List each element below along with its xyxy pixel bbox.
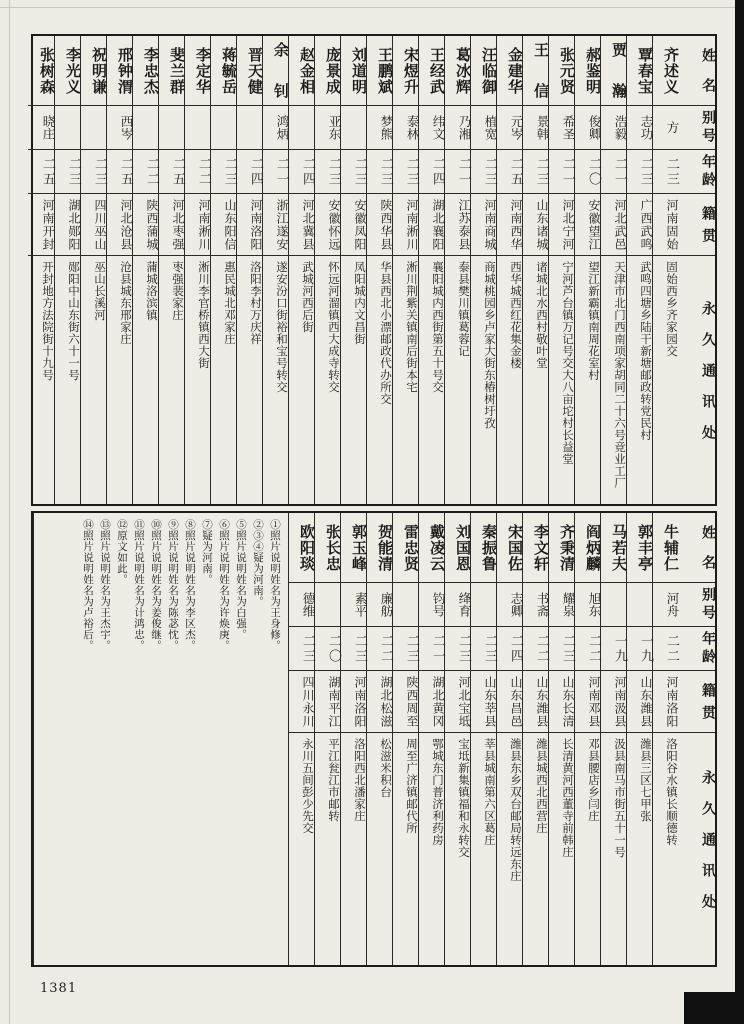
person-column <box>626 513 652 965</box>
footnote-line: ⑨照片说明姓名为陈苾忱。 <box>167 519 179 651</box>
person-name: 秦振鲁 <box>471 513 496 583</box>
person-column <box>626 36 652 504</box>
person-origin: 安徽怀远 <box>315 194 340 256</box>
person-origin: 河南开封 <box>28 194 54 256</box>
person-name: 葛冰辉 <box>445 36 470 106</box>
person-origin: 河南固始 <box>653 194 678 256</box>
person-origin: 陕西蒲城 <box>133 194 158 256</box>
person-age: 二三 <box>445 627 470 671</box>
person-origin: 河北沧县 <box>107 194 132 256</box>
person-origin: 湖北黄冈 <box>419 671 444 733</box>
person-age: 二四 <box>237 150 262 194</box>
person-name: 李光义 <box>55 36 80 106</box>
person-address: 洛阳谷水镇长顺德转 <box>665 738 679 846</box>
person-name: 戴凌云 <box>419 513 444 583</box>
person-address: 遂安汾口街裕和宝号转交 <box>275 261 289 393</box>
person-address: 怀远河溜镇西大成寺转交 <box>327 261 341 393</box>
person-alias <box>289 106 314 150</box>
person-column <box>548 36 574 504</box>
person-age: 二三 <box>393 627 418 671</box>
person-age: 二二 <box>575 627 600 671</box>
person-column <box>210 36 236 504</box>
header-address: 永久通讯处 <box>700 301 716 456</box>
person-address: 永川五间彭少先交 <box>301 738 315 834</box>
person-address: 沧县城东邢家庄 <box>119 261 133 345</box>
person-name: 余钊 <box>263 36 288 106</box>
person-column <box>600 513 626 965</box>
footnote-line: ⑤照片说明姓名为白强。 <box>235 519 247 640</box>
person-column <box>574 513 600 965</box>
person-alias <box>237 106 262 150</box>
person-column <box>314 36 340 504</box>
person-origin: 河北冀县 <box>289 194 314 256</box>
person-address: 天津市北门西南项家胡同二十六号竞业工厂 <box>613 261 627 489</box>
person-column <box>418 513 444 965</box>
page-edge-left <box>9 0 10 1024</box>
person-alias: 廉舫 <box>367 583 392 627</box>
person-name: 郝鉴明 <box>575 36 600 106</box>
person-alias <box>315 583 340 627</box>
person-address: 固始西乡齐家园交 <box>665 261 679 357</box>
header-origin: 籍贯 <box>678 194 715 256</box>
person-address: 开封地方法院街十九号 <box>41 261 55 381</box>
person-age: 一九 <box>601 627 626 671</box>
header-age: 年龄 <box>678 627 715 671</box>
person-name: 郭玉峰 <box>341 513 366 583</box>
person-age: 二三 <box>341 627 366 671</box>
person-column <box>600 36 626 504</box>
person-column <box>340 36 366 504</box>
person-address: 周至广济镇邮代所 <box>405 738 419 834</box>
footnote-line: ⑪照片说明姓名为计鸿忠。 <box>133 519 145 651</box>
person-column <box>496 36 522 504</box>
person-column <box>496 513 522 965</box>
person-column <box>236 36 262 504</box>
person-age: 二四 <box>289 150 314 194</box>
person-column <box>392 36 418 504</box>
person-origin: 湖北郧阳 <box>55 194 80 256</box>
page-number: 1381 <box>40 981 78 996</box>
person-alias: 德维 <box>289 583 314 627</box>
person-address: 郧阳中山东街六十一号 <box>67 261 81 381</box>
person-age: 二三 <box>55 150 80 194</box>
person-alias: 河舟 <box>653 583 678 627</box>
header-alias: 别号 <box>678 106 715 150</box>
person-column <box>262 36 288 504</box>
person-origin: 河南洛阳 <box>653 671 678 733</box>
person-column <box>522 513 548 965</box>
person-column <box>314 513 340 965</box>
person-age: 二三 <box>211 150 236 194</box>
person-name: 李定华 <box>185 36 210 106</box>
person-age: 二一 <box>419 627 444 671</box>
person-column <box>54 36 80 504</box>
person-alias <box>471 583 496 627</box>
person-column <box>28 36 54 504</box>
header-origin: 籍贯 <box>678 671 715 733</box>
person-address: 诸城北水西村敬叶堂 <box>535 261 549 369</box>
person-age: 二三 <box>523 150 548 194</box>
person-name: 郭丰亭 <box>627 513 652 583</box>
person-origin: 河北宁河 <box>549 194 574 256</box>
person-origin: 山东诸城 <box>523 194 548 256</box>
person-origin: 河北宝坻 <box>445 671 470 733</box>
person-origin: 山东昌邑 <box>497 671 522 733</box>
person-age: 二二 <box>133 150 158 194</box>
person-age: 二五 <box>159 150 184 194</box>
person-name: 张树森 <box>28 36 54 106</box>
person-column <box>184 36 210 504</box>
scan-edge-right-strip <box>735 0 744 1024</box>
person-alias: 西岑 <box>107 106 132 150</box>
person-name: 庞景成 <box>315 36 340 106</box>
person-origin: 山东潍县 <box>627 671 652 733</box>
person-alias <box>133 106 158 150</box>
person-name: 祝明谦 <box>81 36 106 106</box>
person-age: 二一 <box>549 150 574 194</box>
person-column <box>366 36 392 504</box>
person-origin: 河南淅川 <box>393 194 418 256</box>
person-origin: 四川巫山 <box>81 194 106 256</box>
person-alias <box>81 106 106 150</box>
person-alias <box>211 106 236 150</box>
footnote-line: ⑦疑为河南。 <box>201 519 213 585</box>
scan-corner-blob <box>684 992 744 1024</box>
person-alias: 景韩 <box>523 106 548 150</box>
person-origin: 河南洛阳 <box>237 194 262 256</box>
person-address: 潍县三区七甲张 <box>639 738 653 822</box>
person-name: 李文轩 <box>523 513 548 583</box>
person-address: 洛阳李村万庆祥 <box>249 261 263 345</box>
person-address: 泰县樊川镇葛蓉记 <box>457 261 471 357</box>
person-origin: 浙江遂安 <box>263 194 288 256</box>
header-alias: 别号 <box>678 583 715 627</box>
person-age: 二五 <box>28 150 54 194</box>
person-age: 二三 <box>367 150 392 194</box>
person-name: 赵金相 <box>289 36 314 106</box>
person-name: 王鹏斌 <box>367 36 392 106</box>
person-name: 马若夫 <box>601 513 626 583</box>
person-name: 李忠杰 <box>133 36 158 106</box>
person-name: 蒋毓岳 <box>211 36 236 106</box>
person-column <box>366 513 392 965</box>
person-origin: 河南洛阳 <box>341 671 366 733</box>
footnote-line: ②③④疑为河南。 <box>252 519 264 607</box>
person-origin: 江苏泰县 <box>445 194 470 256</box>
person-name: 刘国恩 <box>445 513 470 583</box>
person-column <box>444 36 470 504</box>
person-column <box>652 36 678 504</box>
person-alias: 俊卿 <box>575 106 600 150</box>
person-age: 二三 <box>471 150 496 194</box>
person-origin: 河南邓县 <box>575 671 600 733</box>
person-age: 二三 <box>341 150 366 194</box>
person-address: 凤阳城内文昌街 <box>353 261 367 345</box>
person-alias: 希圣 <box>549 106 574 150</box>
person-origin: 河南汲县 <box>601 671 626 733</box>
person-origin: 山东莘县 <box>471 671 496 733</box>
footnote-line: ⑫原文如此。 <box>116 519 128 585</box>
person-column <box>392 513 418 965</box>
person-age: 二二 <box>367 627 392 671</box>
person-age: 二三 <box>289 627 314 671</box>
person-address: 蒲城洛滨镇 <box>145 261 159 321</box>
person-address: 华县西北小漂邮政代办所交 <box>379 261 393 405</box>
person-age: 二二 <box>523 627 548 671</box>
footnote-line: ⑧照片说明姓名为李区杰。 <box>184 519 196 651</box>
person-age: 二三 <box>393 150 418 194</box>
person-origin: 湖北松滋 <box>367 671 392 733</box>
person-alias: 梦熊 <box>367 106 392 150</box>
person-column <box>158 36 184 504</box>
person-name: 王经武 <box>419 36 444 106</box>
person-column <box>106 36 132 504</box>
person-address: 襄阳城内西街第五十号交 <box>431 261 445 393</box>
person-alias <box>185 106 210 150</box>
header-age: 年龄 <box>678 150 715 194</box>
person-name: 贾瀚 <box>601 36 626 106</box>
person-address: 洛阳西北潘家庄 <box>353 738 367 822</box>
person-alias: 钧号 <box>419 583 444 627</box>
person-column <box>548 513 574 965</box>
person-origin: 山东长清 <box>549 671 574 733</box>
person-name: 王信 <box>523 36 548 106</box>
person-age: 二三 <box>315 150 340 194</box>
person-name: 齐秉清 <box>549 513 574 583</box>
person-column <box>132 36 158 504</box>
person-origin: 河北枣强 <box>159 194 184 256</box>
person-age: 二〇 <box>575 150 600 194</box>
header-address: 永久通讯处 <box>700 770 716 925</box>
person-name: 阎炳麟 <box>575 513 600 583</box>
person-address: 长清黄河西董寺前韩庄 <box>561 738 575 858</box>
person-origin: 山东阳信 <box>211 194 236 256</box>
person-age: 二三 <box>549 627 574 671</box>
person-origin: 湖北襄阳 <box>419 194 444 256</box>
person-column <box>288 513 314 965</box>
person-name: 宋国佐 <box>497 513 522 583</box>
person-column <box>444 513 470 965</box>
header-name: 姓名 <box>678 513 715 583</box>
person-age: 二二 <box>185 150 210 194</box>
person-alias <box>601 583 626 627</box>
person-column <box>470 513 496 965</box>
person-origin: 陕西华县 <box>367 194 392 256</box>
person-origin: 河南西华 <box>497 194 522 256</box>
person-column <box>470 36 496 504</box>
person-age: 二〇 <box>315 627 340 671</box>
header-column <box>678 36 715 504</box>
person-address: 邓县腰店乡闫庄 <box>587 738 601 822</box>
person-address: 潍县城西北西营庄 <box>535 738 549 834</box>
person-column <box>340 513 366 965</box>
person-origin: 陕西周至 <box>393 671 418 733</box>
person-alias <box>627 583 652 627</box>
person-name: 牛辅仁 <box>653 513 678 583</box>
person-address: 枣强裴家庄 <box>171 261 185 321</box>
person-name: 覃春宝 <box>627 36 652 106</box>
person-name: 宋煜升 <box>393 36 418 106</box>
person-alias: 乃湘 <box>445 106 470 150</box>
person-address: 巫山长溪河 <box>93 261 107 321</box>
person-column <box>522 36 548 504</box>
person-column <box>652 513 678 965</box>
person-name: 刘道明 <box>341 36 366 106</box>
person-alias: 绛育 <box>445 583 470 627</box>
person-alias: 书斋 <box>523 583 548 627</box>
person-name: 金建华 <box>497 36 522 106</box>
person-age: 二五 <box>497 150 522 194</box>
person-address: 武城河西后街 <box>301 261 315 333</box>
person-origin: 四川永川 <box>289 671 314 733</box>
person-alias: 方 <box>653 106 678 150</box>
person-age: 二一 <box>263 150 288 194</box>
person-age: 二一 <box>601 150 626 194</box>
person-address: 汲县南马市街五十一号 <box>613 738 627 858</box>
person-address: 商城桃园乡卢家大街东椿树圩孜 <box>483 261 497 429</box>
footnote-line: ⑬照片说明姓名为王杰宇。 <box>99 519 111 651</box>
person-age: 二二 <box>653 627 678 671</box>
page-edge-top <box>0 7 744 8</box>
person-alias: 植宽 <box>471 106 496 150</box>
person-alias: 素平 <box>341 583 366 627</box>
person-alias: 鸿炳 <box>263 106 288 150</box>
person-alias <box>159 106 184 150</box>
person-alias: 晓庄 <box>28 106 54 150</box>
person-alias: 耀泉 <box>549 583 574 627</box>
person-origin: 安徽望江 <box>575 194 600 256</box>
person-origin: 山东潍县 <box>523 671 548 733</box>
person-age: 二三 <box>471 627 496 671</box>
person-address: 潍县东乡双台邮局转远东庄 <box>509 738 523 882</box>
person-name: 邢钟渭 <box>107 36 132 106</box>
person-age: 二三 <box>627 150 652 194</box>
person-origin: 河北武邑 <box>601 194 626 256</box>
person-name: 斐兰群 <box>159 36 184 106</box>
person-address: 宁河芦台镇万记号交大八亩坨村长益堂 <box>561 261 575 465</box>
person-alias: 旭东 <box>575 583 600 627</box>
person-age: 一九 <box>627 627 652 671</box>
person-origin: 安徽凤阳 <box>341 194 366 256</box>
footnotes-block <box>33 513 288 965</box>
person-alias <box>393 583 418 627</box>
person-column <box>288 36 314 504</box>
person-name: 汪临御 <box>471 36 496 106</box>
person-alias: 志功 <box>627 106 652 150</box>
person-alias: 亚东 <box>315 106 340 150</box>
person-age: 二四 <box>497 627 522 671</box>
person-age: 二四 <box>419 150 444 194</box>
person-origin: 河南商城 <box>471 194 496 256</box>
person-alias: 纬文 <box>419 106 444 150</box>
footnote-line: ①照片说明姓名为王身修。 <box>269 519 281 651</box>
person-age: 二五 <box>107 150 132 194</box>
person-alias: 元岑 <box>497 106 522 150</box>
header-column <box>678 513 715 965</box>
person-address: 宝坻新集镇福和永转交 <box>457 738 471 858</box>
footnote-line: ⑥照片说明姓名为许焕庚。 <box>218 519 230 651</box>
roster-table-top <box>31 34 717 506</box>
footnote-line: ⑭照片说明姓名为卢裕后。 <box>82 519 94 651</box>
person-address: 淅川荆紫关镇南后街本宅 <box>405 261 419 393</box>
person-alias <box>55 106 80 150</box>
person-column <box>418 36 444 504</box>
person-name: 晋天健 <box>237 36 262 106</box>
person-name: 雷忠贤 <box>393 513 418 583</box>
person-origin: 河南淅川 <box>185 194 210 256</box>
person-address: 莘县城南第六区葛庄 <box>483 738 497 846</box>
header-name: 姓名 <box>678 36 715 106</box>
person-age: 二一 <box>445 150 470 194</box>
person-alias <box>341 106 366 150</box>
person-address: 松滋米积台 <box>379 738 393 798</box>
person-age: 二三 <box>653 150 678 194</box>
person-address: 鄂城东门普济利药房 <box>431 738 445 846</box>
person-address: 西华城西红花集金楼 <box>509 261 523 369</box>
person-name: 贺能清 <box>367 513 392 583</box>
person-age: 二三 <box>81 150 106 194</box>
person-name: 齐述义 <box>653 36 678 106</box>
person-address: 淅川李官桥镇西大街 <box>197 261 211 369</box>
person-address: 望江新霸镇南周花室村 <box>587 261 601 381</box>
person-alias: 浩毅 <box>601 106 626 150</box>
person-alias: 志卿 <box>497 583 522 627</box>
person-origin: 广西武鸣 <box>627 194 652 256</box>
person-column <box>574 36 600 504</box>
person-name: 张长忠 <box>315 513 340 583</box>
person-name: 张元贤 <box>549 36 574 106</box>
person-alias: 泰林 <box>393 106 418 150</box>
person-address: 平江瓮江市邮转 <box>327 738 341 822</box>
roster-table-bottom <box>31 511 717 967</box>
person-address: 武鸣四塘乡陆干新塘邮政转党民村 <box>639 261 653 441</box>
person-address: 惠民城北邓家庄 <box>223 261 237 345</box>
person-origin: 湖南平江 <box>315 671 340 733</box>
footnote-line: ⑩照片说明姓名为姜俊继。 <box>150 519 162 651</box>
person-name: 欧阳琰 <box>289 513 314 583</box>
person-column <box>80 36 106 504</box>
